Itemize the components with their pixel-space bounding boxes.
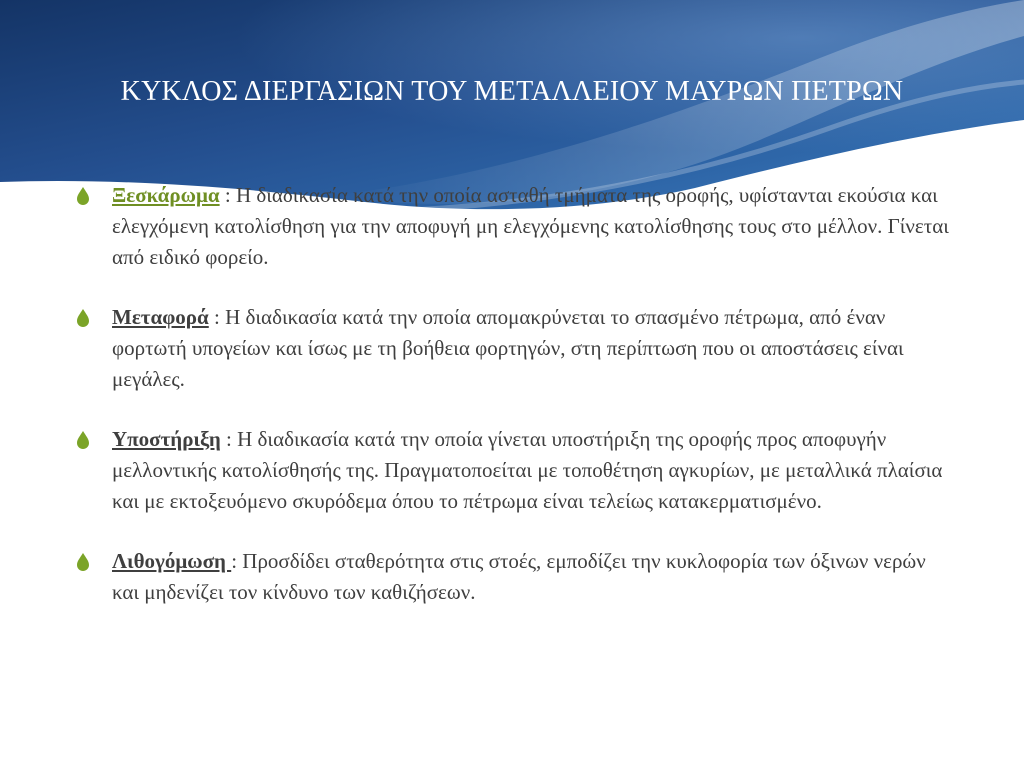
water-drop-icon — [76, 431, 90, 449]
bullet-item-xeskaroma — [70, 180, 950, 273]
bullet-item-ypostirixi — [70, 424, 950, 517]
process-bullet-list — [70, 180, 950, 637]
bullet-term: Ξεσκάρωμα — [112, 183, 220, 207]
water-drop-icon — [76, 187, 90, 205]
bullet-term: Μεταφορά — [112, 305, 209, 329]
bullet-term: Υποστήριξη — [112, 427, 221, 451]
slide-title: ΚΥΚΛΟΣ ΔΙΕΡΓΑΣΙΩΝ ΤΟΥ ΜΕΤΑΛΛΕΙΟΥ ΜΑΥΡΩΝ ΠΕΤΡΩΝ — [120, 76, 904, 107]
bullet-item-metafora — [70, 302, 950, 395]
bullet-item-lithogomosi — [70, 546, 950, 608]
bullet-text: : Η διαδικασία κατά την οποία ασταθή τμήματα της οροφής, υφίστανται εκούσια και ελεγχόμενη κατολίσθηση για την αποφυγή μη ελεγχόμενης κατολίσθησης τους στο μέλλον. Γίνεται από ειδικό φορείο. — [112, 183, 949, 269]
water-drop-icon — [76, 309, 90, 327]
bullet-term: Λιθογόμωση — [112, 549, 232, 573]
water-drop-icon — [76, 553, 90, 571]
bullet-text: : Η διαδικασία κατά την οποία απομακρύνεται το σπασμένο πέτρωμα, από έναν φορτωτή υπογείων και ίσως με τη βοήθεια φορτηγών, στη περίπτωση που οι αποστάσεις είναι μεγάλες. — [112, 305, 904, 391]
bullet-text: : Η διαδικασία κατά την οποία γίνεται υποστήριξη της οροφής προς αποφυγήν μελλοντικής κατολίσθησής της. Πραγματοποείται με τοποθέτηση αγκυρίων, με μεταλλικά πλαίσια και με εκτοξευόμενο σκυρόδεμα όπου το πέτρωμα είναι τελείως κατακερματισμένο. — [112, 427, 943, 513]
bullet-text: : Προσδίδει σταθερότητα στις στοές, εμποδίζει την κυκλοφορία των όξινων νερών και μηδενίζει τον κίνδυνο των καθιζήσεων. — [112, 549, 926, 604]
